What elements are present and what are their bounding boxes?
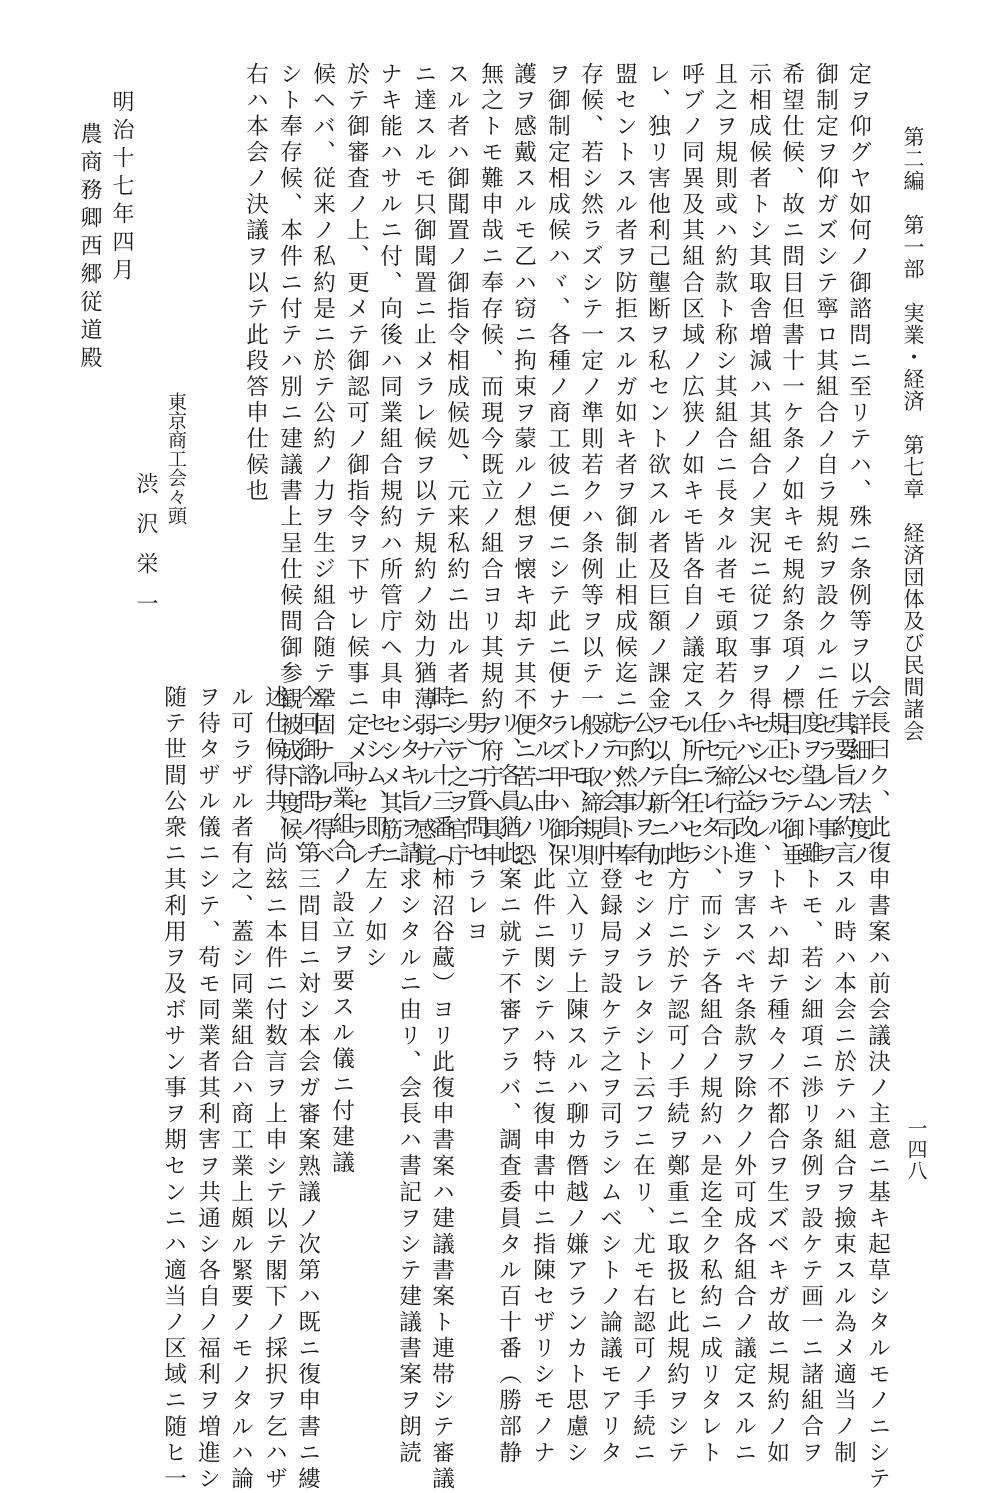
text-line: セシム、即チ左ノ如シ bbox=[361, 711, 388, 972]
text-line: 盟セントスル者ヲ防拒スルガ如キ者ヲ御制止相成候迄ニテ可然事ト奉 bbox=[611, 62, 638, 870]
letter-recipient: 農商務卿西郷従道殿 bbox=[77, 122, 102, 374]
text-line: 今回御諮問ノ第三問目ニ対シ本会ガ審案熟議ノ次第ハ既ニ復申書ニ縷 bbox=[294, 685, 321, 1493]
signatory-title: 東京商工会々頭 bbox=[165, 392, 187, 525]
text-line: ヲ待タザル儀ニシテ、苟モ同業者其利害ヲ共通シ各自ノ福利ヲ増進シ bbox=[194, 685, 221, 1493]
text-line: 右ハ本会ノ決議ヲ以テ此段答申仕候也 bbox=[242, 62, 269, 505]
text-line: スル者ハ御聞置ノ御指令相成候処、元来私約ニ出ル者ニシテ之ヲ官庁 bbox=[443, 62, 470, 870]
section-heading: 同業組合ノ設立ヲ要スル儀ニ付建議 bbox=[328, 760, 355, 1177]
text-line: モ、自今ハ地方庁ニ於テ認可ノ手続ヲ鄭重ニ取扱ヒ此規約ヲシテ bbox=[663, 711, 690, 1467]
text-line: レ、独リ害他利己壟断ヲ私セント欲スル者及巨額ノ課金ヲ以テ新ニ加 bbox=[644, 62, 671, 870]
signatory-name: 渋沢栄一 bbox=[133, 472, 158, 632]
text-line: ル可ラザル者有之、蓋シ同業組合ハ商工業上頗ル緊要ノモノタルハ論 bbox=[227, 685, 254, 1493]
text-line: シタキ旨ヲ請求シタルニ由リ、会長ハ書記ヲシテ建議書案ヲ朗読 bbox=[395, 711, 422, 1467]
text-line: 護ヲ感戴スルモ乙ハ窃ニ拘束ヲ蒙ルノ想ヲ懐キ却テ其不便ニ苦ムノ恐 bbox=[510, 62, 537, 870]
text-line: リ、各員猶此案ニ就テ不審アラバ、調査委員タル百十番（勝部静 bbox=[495, 711, 522, 1467]
text-line: 任セラレタシ、而シテ各組合ノ規約ハ是迄全ク私約ニ成リタレト bbox=[696, 711, 723, 1467]
text-line: 述仕候得共、尚玆ニ本件ニ付数言ヲ上申シテ以テ閣下ノ採択ヲ乞ハザ bbox=[261, 685, 288, 1493]
text-line: ナキ能ハサルニ付、向後ハ同業組合規約ハ所管庁ヘ具申セシメ其筋ニ bbox=[376, 62, 403, 870]
text-line: 呼ブノ同異及其組合区域ノ広狭ノ如キモ皆各自ノ議定スル所ニ任セラ bbox=[678, 62, 705, 870]
text-line: ニ達スルモ只御聞置ニ止メラレ候ヲ以テ規約ノ効力猶薄弱ナルノ感覚 bbox=[410, 62, 437, 870]
text-line: 候ヘバ、従来ノ私約是ニ於テ公約ノ力ヲ生ジ組合随テ鞏固ナルヲ得ベ bbox=[309, 62, 336, 870]
text-line: 存候、若シ然ラズシテ一定ノ準則若クハ条例等ヲ以テ一般ノ取締規則 bbox=[577, 62, 604, 870]
text-line: 且之ヲ規則或ハ約款ト称シ其組合ニ長タル者モ頭取若クハ元締行司ト bbox=[711, 62, 738, 870]
text-line: 男）ニ質問セラレヨ bbox=[462, 711, 489, 946]
text-line: ヲ御制定相成候ハヾ、各種ノ商工彼ニ便ニシテ此ニ便ナラズ甲ハ御保 bbox=[544, 62, 571, 870]
running-header: 第二編 第一部 実業・経済 第七章 経済団体及び民間諸会 bbox=[901, 126, 925, 742]
text-line: 於テ御審査ノ上、更メテ御認可ノ御指令ヲ下サレ候事ニ定メサセラレ bbox=[343, 62, 370, 870]
text-line: 御制定ヲ仰ガズシテ寧ロ其組合ノ自ラ規約ヲ設クルニ任ゼラレン事ヲ bbox=[812, 62, 839, 870]
text-line: 随テ世間公衆ニ其利用ヲ及ボサン事ヲ期センニハ適当ノ区域ニ随ヒ一 bbox=[160, 685, 187, 1493]
text-line: 会長曰ク、此復申書案ハ前会議決ノ主意ニ基キ起草シタルモノニシテ bbox=[864, 685, 891, 1493]
text-line: 定ヲ仰グヤ如何ノ御諮問ニ至リテハ、殊ニ条例等ヲ以テ詳細ノ法度ノ bbox=[845, 62, 872, 870]
text-line: 時ニ六十三番（柿沼谷蔵）ヨリ此復申書案ハ建議書案ト連帯シテ審議 bbox=[428, 685, 455, 1493]
text-line: 其要旨ヲ約言スル時ハ本会ニ於テハ組合ヲ撿束スル為メ適当ノ制 bbox=[830, 711, 857, 1467]
page-number: 一四八 bbox=[904, 1118, 928, 1181]
text-line: 規正セラル、トキハ却テ種々ノ不都合ヲ生ズベキガ故ニ規約ノ如 bbox=[763, 711, 790, 1467]
text-line: レトモ、余リ立入リテ上陳スルハ聊カ僭越ノ嫌アランカト思慮シ bbox=[562, 711, 589, 1467]
text-line: 度ヲ望ムト雖トモ、若シ細項ニ渉リ条例ヲ設ケテ画一ニ諸組合ヲ bbox=[797, 711, 824, 1467]
text-line: タルニ由リ、此件ニ関シテハ特ニ復申書中ニ指陳セザリシモノナ bbox=[529, 711, 556, 1467]
text-line: 希望仕候、故ニ問目但書十一ケ条ノ如キモ規約条項ノ標目トシテ御垂 bbox=[778, 62, 805, 870]
text-line: シト奉存候、本件ニ付テハ別ニ建議書上呈仕候間御参観被成下度候、 bbox=[276, 62, 303, 870]
text-line: 示相成候者トシ其取舎増減ハ其組合ノ実況ニ従フ事ヲ得セシメラレ、 bbox=[745, 62, 772, 870]
letter-date: 明治十七年四月 bbox=[109, 90, 134, 286]
text-line: キハ公益改進ヲ害スベキ条款ヲ除クノ外可成各組合ノ議定スルニ bbox=[730, 711, 757, 1467]
text-line: 就テハ会員中登録局ヲ設ケテ之ヲ司ラシムベシトノ論議モアリタ bbox=[596, 711, 623, 1467]
text-line: 公約ノ力ヲ有セシメラレタシト云フニ在リ、尤モ右認可ノ手続ニ bbox=[629, 711, 656, 1467]
text-line: 無之トモ難申哉ニ奉存候、而現今既立ノ組合ヨリ其規約ヲ府庁ヘ具申 bbox=[477, 62, 504, 870]
